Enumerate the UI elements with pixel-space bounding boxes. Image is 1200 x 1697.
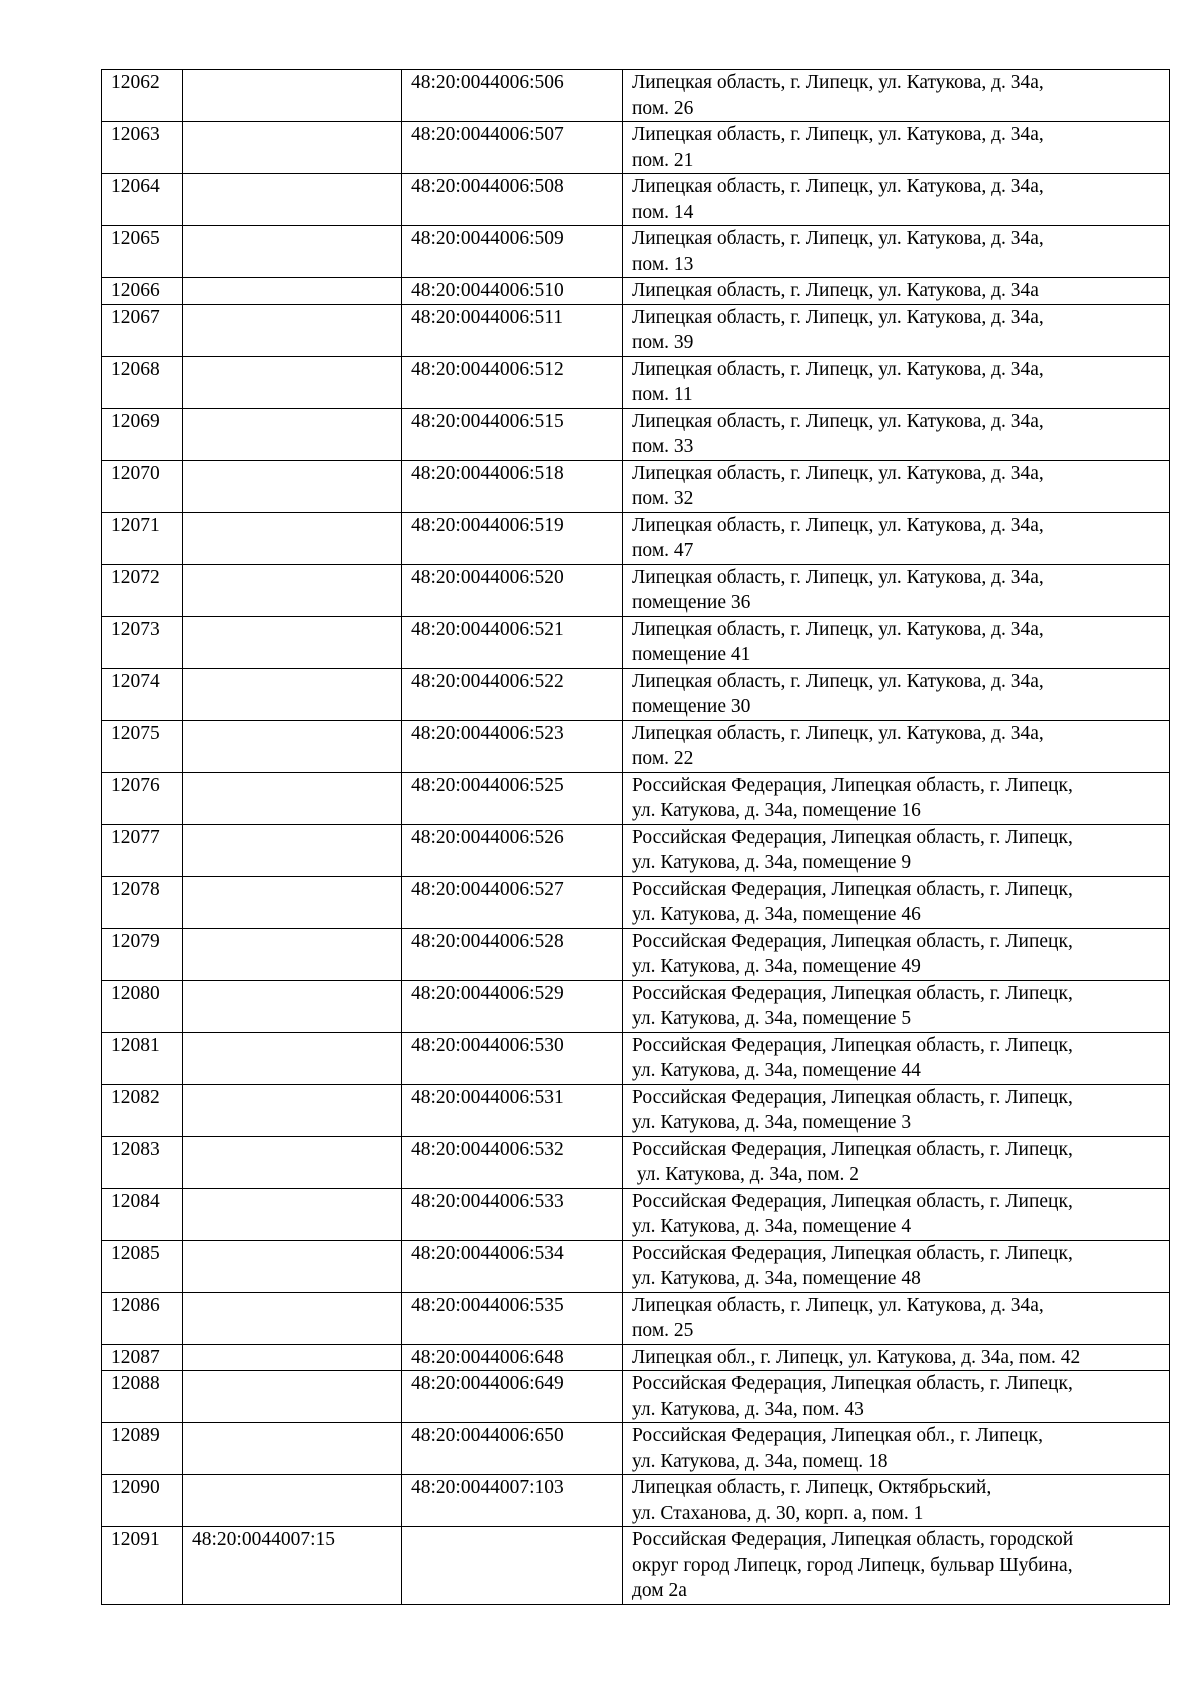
address-cell: Российская Федерация, Липецкая область, г. Липецк, ул. Катукова, д. 34а, помещение 5 xyxy=(623,980,1170,1032)
object-cadastral-number-cell: 48:20:0044006:525 xyxy=(402,772,623,824)
address-cell: Российская Федерация, Липецкая область, г. Липецк, ул. Катукова, д. 34а, помещение 9 xyxy=(623,824,1170,876)
row-number-cell: 12075 xyxy=(102,720,183,772)
registry-table xyxy=(101,69,1170,1605)
table-row xyxy=(102,668,1170,720)
object-cadastral-number-cell: 48:20:0044006:519 xyxy=(402,512,623,564)
table-row xyxy=(102,1475,1170,1527)
object-cadastral-number-cell: 48:20:0044006:649 xyxy=(402,1371,623,1423)
address-cell: Липецкая область, г. Липецк, ул. Катукова, д. 34а, пом. 22 xyxy=(623,720,1170,772)
object-cadastral-number-cell: 48:20:0044006:523 xyxy=(402,720,623,772)
address-cell: Липецкая область, г. Липецк, ул. Катукова, д. 34а, пом. 33 xyxy=(623,408,1170,460)
table-row xyxy=(102,512,1170,564)
object-cadastral-number-cell: 48:20:0044006:520 xyxy=(402,564,623,616)
land-cadastral-number-cell xyxy=(183,1475,402,1527)
table-row xyxy=(102,876,1170,928)
row-number-cell: 12081 xyxy=(102,1032,183,1084)
land-cadastral-number-cell xyxy=(183,564,402,616)
land-cadastral-number-cell xyxy=(183,1344,402,1371)
object-cadastral-number-cell: 48:20:0044006:515 xyxy=(402,408,623,460)
row-number-cell: 12062 xyxy=(102,70,183,122)
address-cell: Липецкая область, г. Липецк, ул. Катукова, д. 34а, пом. 39 xyxy=(623,304,1170,356)
row-number-cell: 12079 xyxy=(102,928,183,980)
object-cadastral-number-cell: 48:20:0044006:508 xyxy=(402,174,623,226)
row-number-cell: 12070 xyxy=(102,460,183,512)
address-cell: Российская Федерация, Липецкая область, г. Липецк, ул. Катукова, д. 34а, помещение 44 xyxy=(623,1032,1170,1084)
object-cadastral-number-cell: 48:20:0044006:518 xyxy=(402,460,623,512)
object-cadastral-number-cell: 48:20:0044006:511 xyxy=(402,304,623,356)
object-cadastral-number-cell: 48:20:0044006:532 xyxy=(402,1136,623,1188)
land-cadastral-number-cell xyxy=(183,356,402,408)
table-row xyxy=(102,1527,1170,1605)
land-cadastral-number-cell xyxy=(183,1240,402,1292)
land-cadastral-number-cell xyxy=(183,1084,402,1136)
address-cell: Российская Федерация, Липецкая область, г. Липецк, ул. Катукова, д. 34а, помещение 48 xyxy=(623,1240,1170,1292)
row-number-cell: 12090 xyxy=(102,1475,183,1527)
object-cadastral-number-cell: 48:20:0044006:507 xyxy=(402,122,623,174)
land-cadastral-number-cell xyxy=(183,278,402,305)
object-cadastral-number-cell: 48:20:0044006:535 xyxy=(402,1292,623,1344)
land-cadastral-number-cell xyxy=(183,70,402,122)
table-row xyxy=(102,278,1170,305)
object-cadastral-number-cell xyxy=(402,1527,623,1605)
row-number-cell: 12080 xyxy=(102,980,183,1032)
row-number-cell: 12068 xyxy=(102,356,183,408)
object-cadastral-number-cell: 48:20:0044006:648 xyxy=(402,1344,623,1371)
table-row xyxy=(102,356,1170,408)
object-cadastral-number-cell: 48:20:0044006:510 xyxy=(402,278,623,305)
table-row xyxy=(102,824,1170,876)
object-cadastral-number-cell: 48:20:0044006:506 xyxy=(402,70,623,122)
row-number-cell: 12073 xyxy=(102,616,183,668)
row-number-cell: 12083 xyxy=(102,1136,183,1188)
row-number-cell: 12082 xyxy=(102,1084,183,1136)
land-cadastral-number-cell xyxy=(183,1423,402,1475)
land-cadastral-number-cell xyxy=(183,460,402,512)
address-cell: Липецкая обл., г. Липецк, ул. Катукова, д. 34а, пом. 42 xyxy=(623,1344,1170,1371)
address-cell: Липецкая область, г. Липецк, ул. Катукова, д. 34а, помещение 36 xyxy=(623,564,1170,616)
land-cadastral-number-cell xyxy=(183,980,402,1032)
table-row xyxy=(102,980,1170,1032)
address-cell: Липецкая область, г. Липецк, ул. Катукова, д. 34а, пом. 21 xyxy=(623,122,1170,174)
row-number-cell: 12064 xyxy=(102,174,183,226)
table-row xyxy=(102,1344,1170,1371)
land-cadastral-number-cell xyxy=(183,720,402,772)
registry-table-body xyxy=(102,70,1170,1605)
address-cell: Российская Федерация, Липецкая область, г. Липецк, ул. Катукова, д. 34а, помещение 3 xyxy=(623,1084,1170,1136)
object-cadastral-number-cell: 48:20:0044006:521 xyxy=(402,616,623,668)
table-row xyxy=(102,174,1170,226)
table-row xyxy=(102,928,1170,980)
table-row xyxy=(102,1032,1170,1084)
row-number-cell: 12065 xyxy=(102,226,183,278)
address-cell: Липецкая область, г. Липецк, ул. Катукова, д. 34а, помещение 30 xyxy=(623,668,1170,720)
row-number-cell: 12086 xyxy=(102,1292,183,1344)
object-cadastral-number-cell: 48:20:0044006:512 xyxy=(402,356,623,408)
row-number-cell: 12088 xyxy=(102,1371,183,1423)
land-cadastral-number-cell xyxy=(183,512,402,564)
table-row xyxy=(102,616,1170,668)
row-number-cell: 12074 xyxy=(102,668,183,720)
table-row xyxy=(102,1423,1170,1475)
land-cadastral-number-cell xyxy=(183,1136,402,1188)
land-cadastral-number-cell xyxy=(183,226,402,278)
table-row xyxy=(102,1084,1170,1136)
address-cell: Российская Федерация, Липецкая область, городской округ город Липецк, город Липецк, бульвар Шубина, дом 2а xyxy=(623,1527,1170,1605)
address-cell: Липецкая область, г. Липецк, ул. Катукова, д. 34а, пом. 26 xyxy=(623,70,1170,122)
row-number-cell: 12078 xyxy=(102,876,183,928)
address-cell: Российская Федерация, Липецкая область, г. Липецк, ул. Катукова, д. 34а, помещение 46 xyxy=(623,876,1170,928)
land-cadastral-number-cell xyxy=(183,876,402,928)
table-row xyxy=(102,772,1170,824)
row-number-cell: 12076 xyxy=(102,772,183,824)
land-cadastral-number-cell: 48:20:0044007:15 xyxy=(183,1527,402,1605)
table-row xyxy=(102,1371,1170,1423)
row-number-cell: 12087 xyxy=(102,1344,183,1371)
address-cell: Липецкая область, г. Липецк, ул. Катукова, д. 34а, пом. 47 xyxy=(623,512,1170,564)
address-cell: Липецкая область, г. Липецк, ул. Катукова, д. 34а, пом. 14 xyxy=(623,174,1170,226)
row-number-cell: 12067 xyxy=(102,304,183,356)
address-cell: Российская Федерация, Липецкая область, г. Липецк, ул. Катукова, д. 34а, пом. 43 xyxy=(623,1371,1170,1423)
table-row xyxy=(102,1188,1170,1240)
row-number-cell: 12066 xyxy=(102,278,183,305)
land-cadastral-number-cell xyxy=(183,824,402,876)
row-number-cell: 12069 xyxy=(102,408,183,460)
land-cadastral-number-cell xyxy=(183,1188,402,1240)
object-cadastral-number-cell: 48:20:0044006:528 xyxy=(402,928,623,980)
table-row xyxy=(102,70,1170,122)
land-cadastral-number-cell xyxy=(183,1292,402,1344)
address-cell: Российская Федерация, Липецкая обл., г. Липецк, ул. Катукова, д. 34а, помещ. 18 xyxy=(623,1423,1170,1475)
row-number-cell: 12071 xyxy=(102,512,183,564)
row-number-cell: 12085 xyxy=(102,1240,183,1292)
row-number-cell: 12063 xyxy=(102,122,183,174)
address-cell: Российская Федерация, Липецкая область, г. Липецк, ул. Катукова, д. 34а, помещение 4 xyxy=(623,1188,1170,1240)
land-cadastral-number-cell xyxy=(183,304,402,356)
object-cadastral-number-cell: 48:20:0044006:534 xyxy=(402,1240,623,1292)
table-row xyxy=(102,226,1170,278)
object-cadastral-number-cell: 48:20:0044006:531 xyxy=(402,1084,623,1136)
object-cadastral-number-cell: 48:20:0044007:103 xyxy=(402,1475,623,1527)
address-cell: Российская Федерация, Липецкая область, г. Липецк, ул. Катукова, д. 34а, помещение 16 xyxy=(623,772,1170,824)
land-cadastral-number-cell xyxy=(183,408,402,460)
table-row xyxy=(102,1292,1170,1344)
land-cadastral-number-cell xyxy=(183,174,402,226)
land-cadastral-number-cell xyxy=(183,122,402,174)
land-cadastral-number-cell xyxy=(183,772,402,824)
address-cell: Липецкая область, г. Липецк, ул. Катукова, д. 34а, пом. 25 xyxy=(623,1292,1170,1344)
row-number-cell: 12077 xyxy=(102,824,183,876)
land-cadastral-number-cell xyxy=(183,928,402,980)
address-cell: Российская Федерация, Липецкая область, г. Липецк, ул. Катукова, д. 34а, пом. 2 xyxy=(623,1136,1170,1188)
table-row xyxy=(102,460,1170,512)
object-cadastral-number-cell: 48:20:0044006:522 xyxy=(402,668,623,720)
object-cadastral-number-cell: 48:20:0044006:526 xyxy=(402,824,623,876)
land-cadastral-number-cell xyxy=(183,668,402,720)
land-cadastral-number-cell xyxy=(183,1032,402,1084)
object-cadastral-number-cell: 48:20:0044006:533 xyxy=(402,1188,623,1240)
row-number-cell: 12072 xyxy=(102,564,183,616)
object-cadastral-number-cell: 48:20:0044006:650 xyxy=(402,1423,623,1475)
table-row xyxy=(102,1136,1170,1188)
object-cadastral-number-cell: 48:20:0044006:530 xyxy=(402,1032,623,1084)
object-cadastral-number-cell: 48:20:0044006:509 xyxy=(402,226,623,278)
address-cell: Липецкая область, г. Липецк, ул. Катукова, д. 34а, пом. 11 xyxy=(623,356,1170,408)
row-number-cell: 12084 xyxy=(102,1188,183,1240)
row-number-cell: 12091 xyxy=(102,1527,183,1605)
table-row xyxy=(102,564,1170,616)
object-cadastral-number-cell: 48:20:0044006:527 xyxy=(402,876,623,928)
table-row xyxy=(102,720,1170,772)
table-row xyxy=(102,304,1170,356)
table-row xyxy=(102,122,1170,174)
land-cadastral-number-cell xyxy=(183,1371,402,1423)
address-cell: Российская Федерация, Липецкая область, г. Липецк, ул. Катукова, д. 34а, помещение 49 xyxy=(623,928,1170,980)
row-number-cell: 12089 xyxy=(102,1423,183,1475)
address-cell: Липецкая область, г. Липецк, ул. Катукова, д. 34а xyxy=(623,278,1170,305)
address-cell: Липецкая область, г. Липецк, ул. Катукова, д. 34а, пом. 32 xyxy=(623,460,1170,512)
address-cell: Липецкая область, г. Липецк, ул. Катукова, д. 34а, пом. 13 xyxy=(623,226,1170,278)
address-cell: Липецкая область, г. Липецк, Октябрьский, ул. Стаханова, д. 30, корп. а, пом. 1 xyxy=(623,1475,1170,1527)
table-row xyxy=(102,1240,1170,1292)
table-row xyxy=(102,408,1170,460)
address-cell: Липецкая область, г. Липецк, ул. Катукова, д. 34а, помещение 41 xyxy=(623,616,1170,668)
land-cadastral-number-cell xyxy=(183,616,402,668)
object-cadastral-number-cell: 48:20:0044006:529 xyxy=(402,980,623,1032)
